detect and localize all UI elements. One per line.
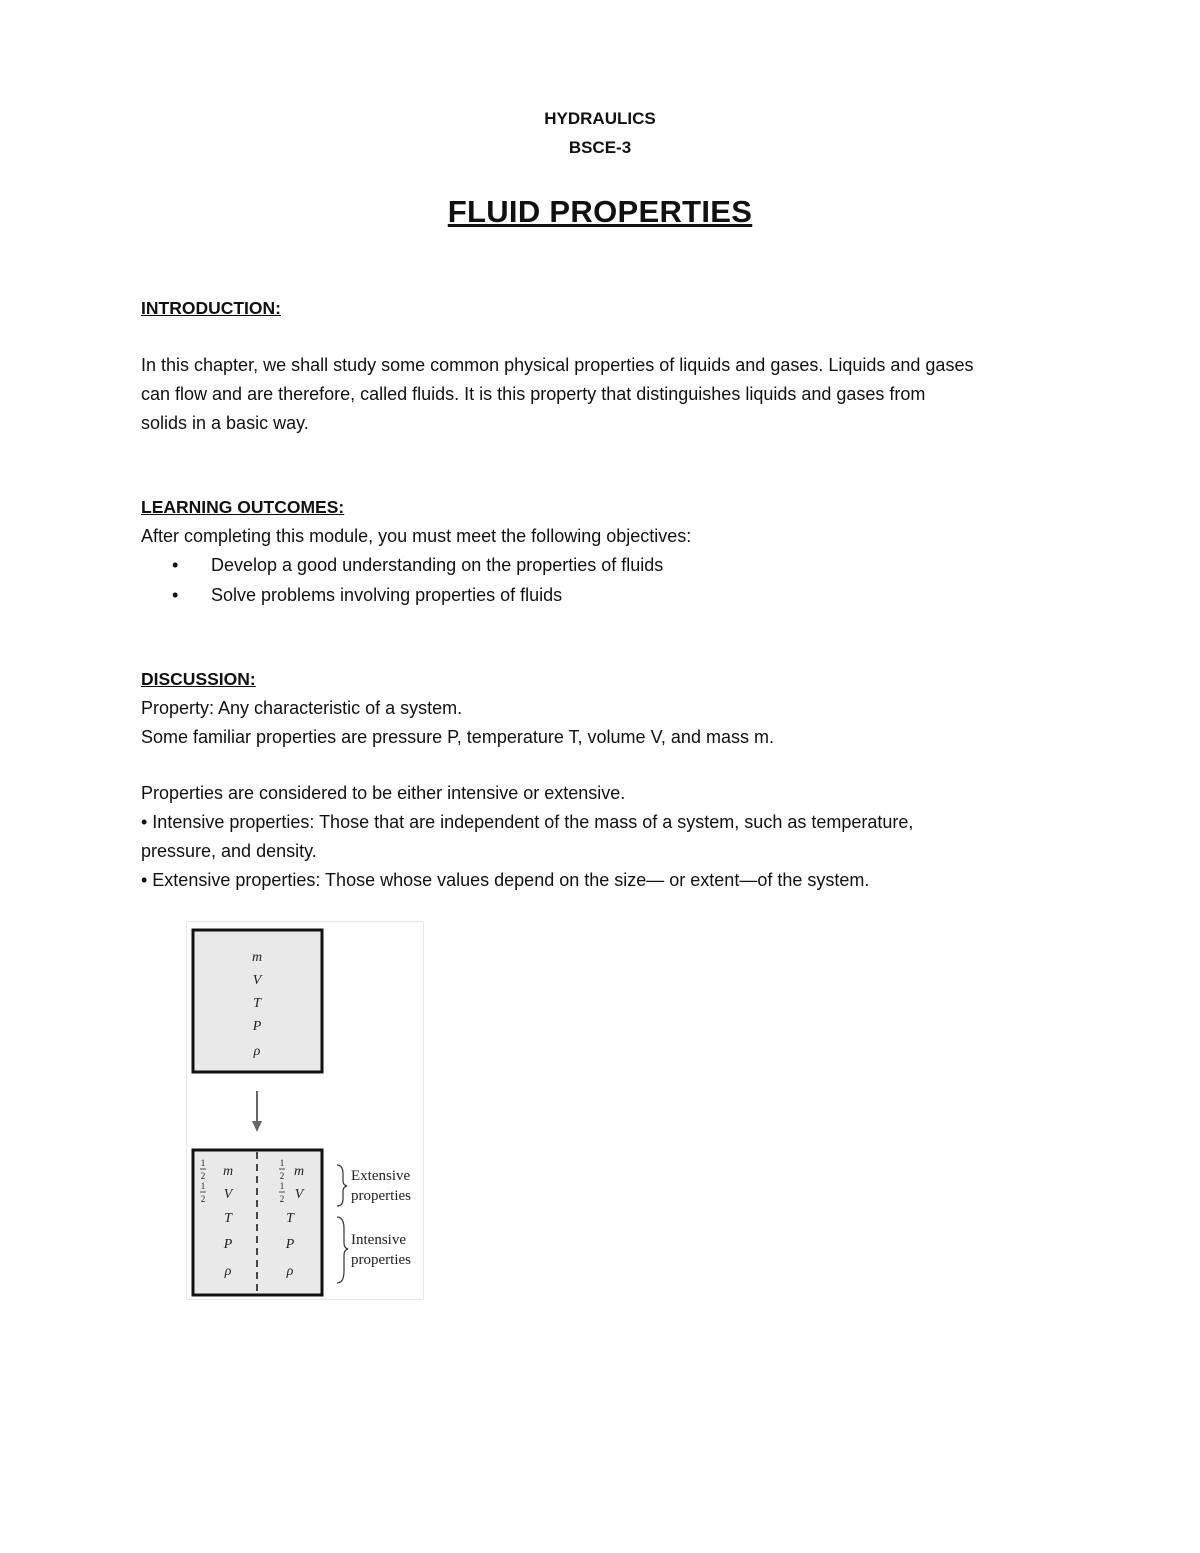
half-temperature-label: T (286, 1211, 294, 1226)
whole-pressure-label: P (252, 1019, 262, 1034)
list-item (172, 585, 562, 606)
fraction-numerator: 1 (200, 1158, 206, 1168)
half-volume-label: V (294, 1187, 304, 1202)
discussion-line: pressure, and density. (141, 841, 317, 861)
whole-mass-label: m (251, 950, 263, 965)
introduction-line: In this chapter, we shall study some common physical properties of liquids and gases. Liquids and gases (141, 355, 974, 375)
half-pressure-label: P (285, 1237, 295, 1252)
half-mass-label: m (293, 1164, 305, 1179)
discussion-line: Some familiar properties are pressure P, temperature T, volume V, and mass m. (141, 727, 774, 747)
learning-outcomes-lead: After completing this module, you must meet the following objectives: (141, 526, 692, 546)
discussion-line: Property: Any characteristic of a system. (141, 698, 463, 718)
whole-density-label: ρ (253, 1044, 261, 1059)
fraction-denominator: 2 (279, 1194, 285, 1204)
introduction-paragraph (141, 351, 1061, 438)
extensive-label-line1: Extensive (351, 1168, 411, 1184)
list-item (172, 555, 663, 576)
course-section: BSCE-3 (568, 138, 632, 157)
extensive-label-line2: properties (351, 1188, 411, 1204)
introduction-heading: INTRODUCTION: (141, 298, 281, 318)
discussion-paragraph (141, 694, 1061, 752)
half-pressure-label: P (223, 1237, 233, 1252)
fraction-denominator: 2 (200, 1194, 206, 1204)
half-density-label: ρ (224, 1264, 232, 1279)
fraction-numerator: 1 (279, 1181, 285, 1191)
learning-outcomes-heading: LEARNING OUTCOMES: (141, 497, 345, 517)
objective-text: Solve problems involving properties of fluids (211, 585, 563, 605)
whole-temperature-label: T (253, 996, 261, 1011)
introduction-line: can flow and are therefore, called fluids. It is this property that distinguishes liquids and gases from (141, 384, 926, 404)
fraction-numerator: 1 (279, 1158, 285, 1168)
whole-volume-label: V (252, 973, 262, 988)
half-temperature-label: T (224, 1211, 232, 1226)
half-mass-label: m (222, 1164, 234, 1179)
discussion-line: Properties are considered to be either intensive or extensive. (141, 783, 626, 803)
half-density-label: ρ (286, 1264, 294, 1279)
intensive-label-line1: Intensive (351, 1232, 406, 1248)
discussion-line: • Intensive properties: Those that are independent of the mass of a system, such as temperature, (141, 812, 914, 832)
half-volume-label: V (223, 1187, 233, 1202)
properties-figure (186, 921, 424, 1300)
fraction-denominator: 2 (200, 1171, 206, 1181)
fraction-denominator: 2 (279, 1171, 285, 1181)
intensive-label-line2: properties (351, 1252, 411, 1268)
objective-text: Develop a good understanding on the properties of fluids (211, 555, 664, 575)
bullet-icon: • (172, 585, 179, 605)
discussion-line: • Extensive properties: Those whose values depend on the size— or extent—of the system. (141, 870, 870, 890)
properties-paragraph (141, 779, 1061, 895)
discussion-heading: DISCUSSION: (141, 669, 256, 689)
fraction-numerator: 1 (200, 1181, 206, 1191)
bullet-icon: • (172, 555, 179, 575)
course-title: HYDRAULICS (544, 109, 656, 128)
properties-diagram (186, 921, 424, 1300)
page-title: FLUID PROPERTIES (447, 194, 753, 229)
introduction-line: solids in a basic way. (141, 413, 309, 433)
